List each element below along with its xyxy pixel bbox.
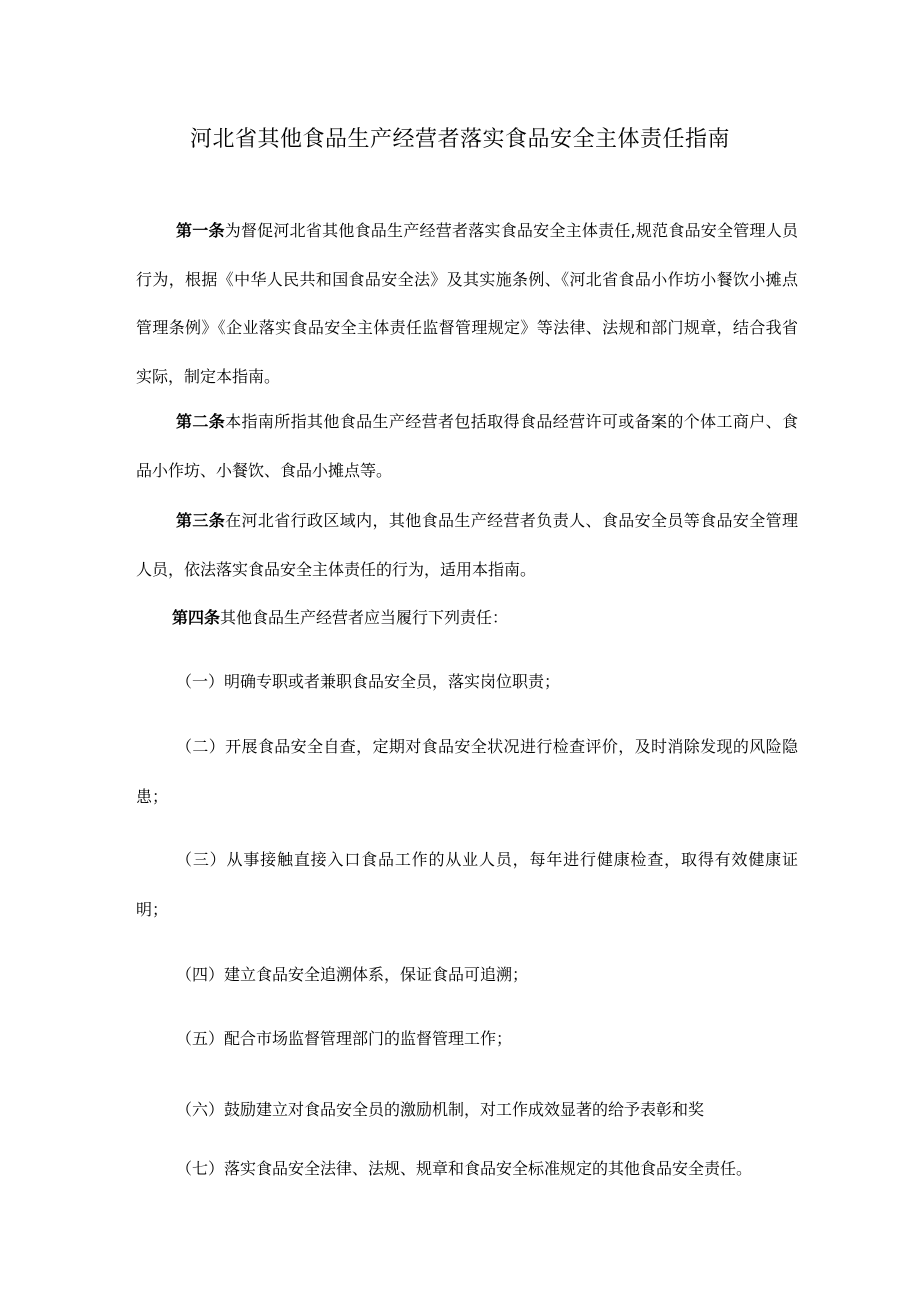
article-3-heading: 第三条	[176, 511, 226, 530]
article-2-heading: 第二条	[176, 412, 226, 431]
article-1-heading: 第一条	[176, 221, 225, 240]
article-4	[136, 594, 798, 643]
duty-item-2: （二）开展食品安全自查，定期对食品安全状况进行检查评价，及时消除发现的风险隐患；	[136, 737, 798, 806]
duty-item-4: （四）建立食品安全追溯体系，保证食品可追溯；	[176, 965, 529, 984]
duty-item-7: （七）落实食品安全法律、法规、规章和食品安全标准规定的其他食品安全责任。	[176, 1159, 753, 1178]
article-4-heading: 第四条	[172, 608, 221, 627]
duty-item-3: （三）从事接触直接入口食品工作的从业人员，每年进行健康检查，取得有效健康证明；	[136, 850, 798, 919]
document-title: 河北省其他食品生产经营者落实食品安全主体责任指南	[189, 127, 730, 152]
article-2	[136, 398, 798, 495]
article-3-text: 在河北省行政区域内，其他食品生产经营者负责人、食品安全员等食品安全管理人员，依法落实食品安全主体责任的行为，适用本指南。	[136, 511, 798, 579]
duty-item-6: （六）鼓励建立对食品安全员的激励机制，对工作成效显著的给予表彰和奖	[176, 1100, 705, 1119]
article-1	[136, 207, 798, 401]
article-4-text: 其他食品生产经营者应当履行下列责任：	[220, 608, 509, 627]
article-1-text: 为督促河北省其他食品生产经营者落实食品安全主体责任,规范食品安全管理人员行为，根据《中华人民共和国食品安全法》及其实施条例、《河北省食品小作坊小餐饮小摊点管理条例》《企业落实食品安全主体责任监督管理规定》等法律、法规和部门规章，结合我省实际，制定本指南。	[136, 221, 798, 386]
duty-item-1: （一）明确专职或者兼职食品安全员，落实岗位职责；	[176, 672, 561, 691]
article-2-text: 本指南所指其他食品生产经营者包括取得食品经营许可或备案的个体工商户、食品小作坊、小餐饮、食品小摊点等。	[136, 412, 798, 480]
article-3	[136, 497, 798, 594]
duty-item-5: （五）配合市场监督管理部门的监督管理工作；	[176, 1029, 513, 1048]
